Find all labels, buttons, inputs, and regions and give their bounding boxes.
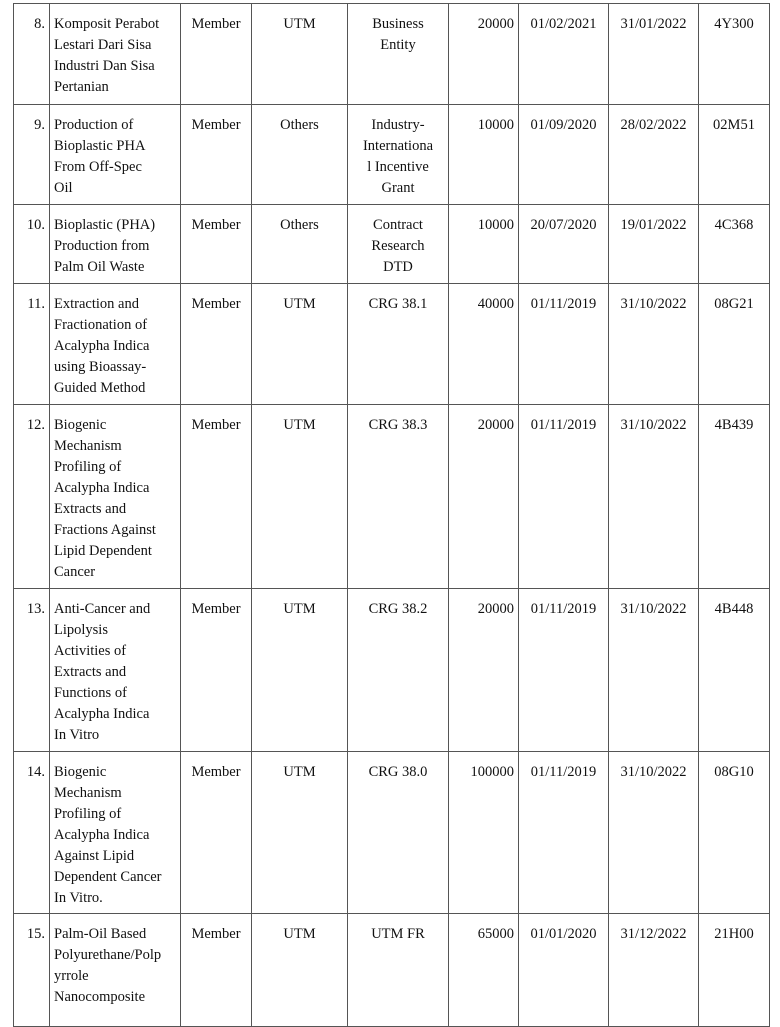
grant-type-cell [348, 205, 449, 284]
amount-cell [449, 914, 519, 1027]
funding-source-text: UTM [283, 926, 316, 942]
project-title-line: Functions of [54, 685, 127, 701]
project-title-cell [50, 4, 181, 105]
funding-source-text: UTM [283, 16, 316, 32]
start-date-cell [519, 405, 609, 589]
project-title-line: Palm-Oil Based [54, 926, 147, 942]
amount-text: 20000 [477, 601, 514, 617]
grant-type-cell [348, 105, 449, 205]
grant-type-line: CRG 38.2 [368, 601, 428, 617]
project-title-line: Pertanian [54, 79, 109, 95]
amount-text: 10000 [477, 117, 514, 133]
amount-text: 100000 [470, 764, 514, 780]
grant-type-line: l Incentive [367, 159, 429, 175]
row-number-text: 10. [26, 217, 45, 233]
grants-table [13, 3, 770, 1027]
row-number-cell [14, 752, 50, 914]
funding-source-cell [252, 4, 348, 105]
grant-type-line: CRG 38.3 [368, 417, 428, 433]
end-date-text: 31/10/2022 [620, 764, 687, 780]
amount-cell [449, 4, 519, 105]
role-cell [181, 4, 252, 105]
row-number-cell [14, 284, 50, 405]
start-date-cell [519, 4, 609, 105]
project-title-line: Dependent Cancer [54, 869, 162, 885]
funding-source-cell [252, 405, 348, 589]
role-text: Member [191, 217, 241, 233]
vote-code-text: 08G10 [714, 764, 754, 780]
project-title-line: Biogenic [54, 417, 107, 433]
project-title-cell [50, 589, 181, 752]
end-date-cell [609, 589, 699, 752]
grant-type-line: Entity [380, 37, 416, 53]
start-date-text: 01/11/2019 [530, 601, 597, 617]
amount-text: 20000 [477, 16, 514, 32]
project-title-line: Fractionation of [54, 317, 148, 333]
end-date-cell [609, 284, 699, 405]
project-title-line: Guided Method [54, 380, 146, 396]
end-date-cell [609, 752, 699, 914]
funding-source-cell [252, 589, 348, 752]
project-title-line: Fractions Against [54, 522, 156, 538]
end-date-text: 31/10/2022 [620, 601, 687, 617]
start-date-text: 01/11/2019 [530, 296, 597, 312]
start-date-cell [519, 914, 609, 1027]
project-title-line: Nanocomposite [54, 989, 146, 1005]
project-title-line: Cancer [54, 564, 96, 580]
funding-source-cell [252, 914, 348, 1027]
project-title-line: Lipolysis [54, 622, 108, 638]
row-number-cell [14, 105, 50, 205]
grant-type-cell [348, 589, 449, 752]
funding-source-text: UTM [283, 601, 316, 617]
row-number-cell [14, 4, 50, 105]
end-date-cell [609, 205, 699, 284]
project-title-cell [50, 105, 181, 205]
amount-text: 65000 [477, 926, 514, 942]
vote-code-text: 4Y300 [714, 16, 754, 32]
funding-source-cell [252, 284, 348, 405]
role-text: Member [191, 926, 241, 942]
table-row [14, 405, 770, 589]
row-number-text: 11. [27, 296, 45, 312]
table-row [14, 205, 770, 284]
vote-code-cell [699, 914, 770, 1027]
row-number-cell [14, 405, 50, 589]
project-title-line: Bioplastic (PHA) [54, 217, 156, 233]
role-text: Member [191, 296, 241, 312]
grant-type-line: Contract [373, 217, 423, 233]
role-text: Member [191, 601, 241, 617]
project-title-line: Acalypha Indica [54, 338, 150, 354]
start-date-text: 01/01/2020 [530, 926, 597, 942]
project-title-line: Industri Dan Sisa [54, 58, 155, 74]
start-date-text: 01/09/2020 [530, 117, 597, 133]
row-number-text: 13. [26, 601, 45, 617]
start-date-cell [519, 589, 609, 752]
role-cell [181, 589, 252, 752]
end-date-text: 19/01/2022 [620, 217, 687, 233]
project-title-line: Activities of [54, 643, 127, 659]
start-date-text: 20/07/2020 [530, 217, 597, 233]
amount-cell [449, 752, 519, 914]
table-row [14, 284, 770, 405]
vote-code-text: 21H00 [714, 926, 754, 942]
role-text: Member [191, 417, 241, 433]
project-title-line: Profiling of [54, 806, 122, 822]
row-number-text: 14. [26, 764, 45, 780]
start-date-cell [519, 205, 609, 284]
end-date-text: 28/02/2022 [620, 117, 687, 133]
vote-code-text: 02M51 [713, 117, 755, 133]
amount-cell [449, 284, 519, 405]
row-number-text: 8. [34, 16, 45, 32]
grant-type-cell [348, 914, 449, 1027]
project-title-cell [50, 284, 181, 405]
grant-type-line: Grant [381, 180, 415, 196]
end-date-text: 31/01/2022 [620, 16, 687, 32]
vote-code-cell [699, 752, 770, 914]
funding-source-cell [252, 205, 348, 284]
project-title-line: using Bioassay- [54, 359, 147, 375]
project-title-line: Palm Oil Waste [54, 259, 145, 275]
funding-source-text: Others [280, 117, 319, 133]
project-title-line: In Vitro [54, 727, 100, 743]
vote-code-cell [699, 105, 770, 205]
end-date-text: 31/10/2022 [620, 296, 687, 312]
role-text: Member [191, 764, 241, 780]
grant-type-cell [348, 752, 449, 914]
funding-source-text: UTM [283, 417, 316, 433]
project-title-line: Production from [54, 238, 150, 254]
grant-type-line: UTM FR [371, 926, 425, 942]
amount-cell [449, 205, 519, 284]
funding-source-text: UTM [283, 296, 316, 312]
funding-source-cell [252, 752, 348, 914]
vote-code-cell [699, 205, 770, 284]
row-number-cell [14, 914, 50, 1027]
start-date-cell [519, 105, 609, 205]
amount-text: 10000 [477, 217, 514, 233]
project-title-line: Extraction and [54, 296, 139, 312]
project-title-cell [50, 205, 181, 284]
project-title-line: Acalypha Indica [54, 706, 150, 722]
amount-text: 20000 [477, 417, 514, 433]
end-date-text: 31/10/2022 [620, 417, 687, 433]
table-row [14, 4, 770, 105]
vote-code-cell [699, 589, 770, 752]
grant-type-cell [348, 405, 449, 589]
start-date-cell [519, 752, 609, 914]
grant-type-line: Industry- [371, 117, 425, 133]
amount-cell [449, 105, 519, 205]
table-row [14, 105, 770, 205]
project-title-line: Profiling of [54, 459, 122, 475]
project-title-line: Extracts and [54, 664, 127, 680]
table-row [14, 589, 770, 752]
grant-type-line: DTD [383, 259, 413, 275]
end-date-text: 31/12/2022 [620, 926, 687, 942]
role-text: Member [191, 117, 241, 133]
project-title-line: Biogenic [54, 764, 107, 780]
project-title-line: Acalypha Indica [54, 480, 150, 496]
project-title-line: Against Lipid [54, 848, 135, 864]
start-date-cell [519, 284, 609, 405]
role-cell [181, 105, 252, 205]
end-date-cell [609, 105, 699, 205]
row-number-text: 12. [26, 417, 45, 433]
project-title-line: Acalypha Indica [54, 827, 150, 843]
project-title-line: In Vitro. [54, 890, 103, 906]
project-title-line: Extracts and [54, 501, 127, 517]
table-row [14, 914, 770, 1027]
project-title-line: Mechanism [54, 785, 122, 801]
project-title-line: Bioplastic PHA [54, 138, 146, 154]
project-title-line: Anti-Cancer and [54, 601, 151, 617]
grant-type-line: Internationa [362, 138, 434, 154]
table-body [14, 4, 770, 1027]
vote-code-cell [699, 284, 770, 405]
end-date-cell [609, 4, 699, 105]
role-cell [181, 405, 252, 589]
funding-source-text: Others [280, 217, 319, 233]
row-number-cell [14, 205, 50, 284]
table-row [14, 752, 770, 914]
grant-type-cell [348, 4, 449, 105]
grant-type-line: Business [372, 16, 424, 32]
grant-type-line: Research [371, 238, 425, 254]
project-title-line: Polyurethane/Polp [54, 947, 162, 963]
project-title-line: Oil [54, 180, 73, 196]
role-text: Member [191, 16, 241, 32]
role-cell [181, 205, 252, 284]
role-cell [181, 914, 252, 1027]
amount-cell [449, 589, 519, 752]
row-number-text: 9. [34, 117, 45, 133]
start-date-text: 01/11/2019 [530, 417, 597, 433]
project-title-cell [50, 914, 181, 1027]
role-cell [181, 752, 252, 914]
vote-code-cell [699, 405, 770, 589]
start-date-text: 01/02/2021 [530, 16, 597, 32]
start-date-text: 01/11/2019 [530, 764, 597, 780]
grant-type-line: CRG 38.0 [368, 764, 428, 780]
row-number-cell [14, 589, 50, 752]
project-title-line: yrrole [54, 968, 89, 984]
role-cell [181, 284, 252, 405]
vote-code-text: 4B439 [714, 417, 754, 433]
end-date-cell [609, 914, 699, 1027]
project-title-line: Lipid Dependent [54, 543, 152, 559]
vote-code-text: 4C368 [714, 217, 754, 233]
grant-type-line: CRG 38.1 [368, 296, 428, 312]
funding-source-cell [252, 105, 348, 205]
project-title-cell [50, 752, 181, 914]
vote-code-text: 4B448 [714, 601, 754, 617]
project-title-line: From Off-Spec [54, 159, 142, 175]
funding-source-text: UTM [283, 764, 316, 780]
row-number-text: 15. [26, 926, 45, 942]
project-title-line: Mechanism [54, 438, 122, 454]
vote-code-cell [699, 4, 770, 105]
vote-code-text: 08G21 [714, 296, 754, 312]
amount-text: 40000 [477, 296, 514, 312]
grant-type-cell [348, 284, 449, 405]
project-title-line: Komposit Perabot [54, 16, 160, 32]
amount-cell [449, 405, 519, 589]
end-date-cell [609, 405, 699, 589]
project-title-line: Lestari Dari Sisa [54, 37, 152, 53]
project-title-cell [50, 405, 181, 589]
project-title-line: Production of [54, 117, 134, 133]
